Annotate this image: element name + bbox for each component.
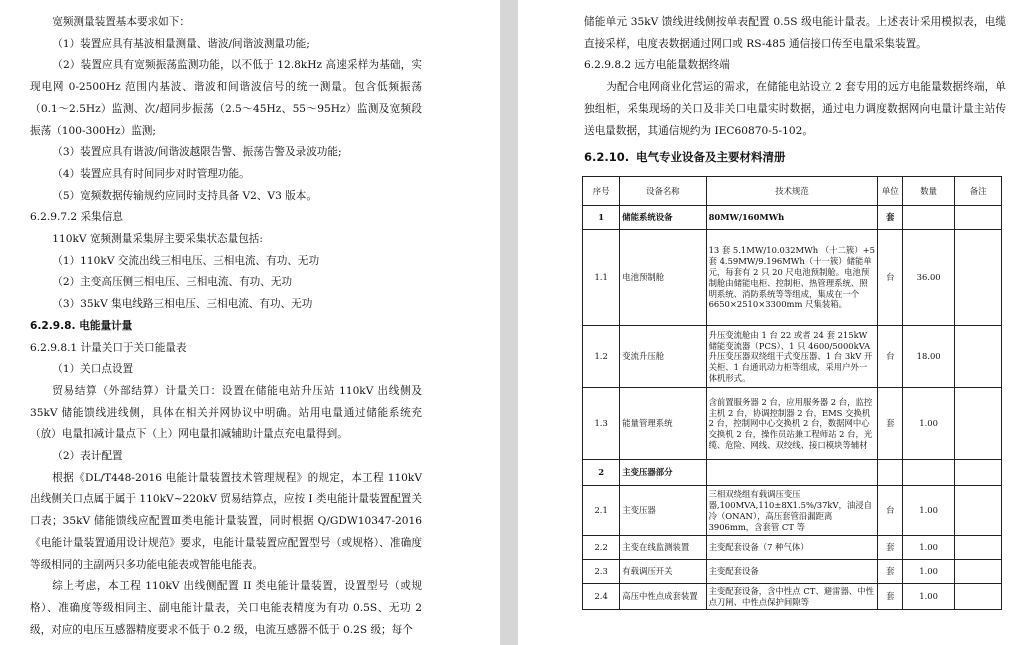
paragraph: 综上考虑，本工程 110kV 出线侧配置 II 类电能计量装置，设置型号（或规格）、准确度等级相同主、副电能计量表，关口电能表精度为有功 0.5S、无功 2 级，对应的电压互感器精度要求不低于 0.2 级，电流互感器不低于 0.2S 级；每个 [30, 580, 422, 636]
cell-name: 储能系统设备 [620, 206, 706, 230]
section-heading [584, 144, 1006, 170]
table-row [583, 486, 1002, 536]
cell-unit: 套 [878, 560, 903, 584]
table-row [583, 388, 1002, 460]
header-name: 设备名称 [620, 177, 706, 206]
cell-note [955, 536, 1002, 560]
cell-spec: 80MW/160MWh [706, 206, 878, 230]
cell-note [955, 584, 1002, 610]
paragraph: （1）110kV 交流出线三相电压、三相电流、有功、无功 [52, 254, 320, 267]
header-note: 备注 [955, 177, 1002, 206]
paragraph: 储能单元 35kV 馈线进线侧按单表配置 0.5S 级电能计量表。上述表计采用模拟表，电缆直接采样，电度表数据通过网口或 RS-485 通信接口传至电量采集装置。 [584, 16, 1006, 50]
cell-qty: 1.00 [903, 536, 955, 560]
cell-qty [903, 460, 955, 486]
cell-note [955, 326, 1002, 388]
table-row [583, 326, 1002, 388]
cell-unit [878, 460, 903, 486]
cell-spec: 三相双绕组有载调压变压器,100MVA,110±8X1.5%/37kV，油浸自冷（ONAN），高压套管沿漏距离 3906mm，含套管 CT 等 [706, 486, 878, 536]
cell-qty: 1.00 [903, 584, 955, 610]
cell-qty [903, 206, 955, 230]
cell-seq: 2 [583, 460, 620, 486]
cell-name: 主变压器 [620, 486, 706, 536]
paragraph: （1）装置应具有基波相量测量、谐波/间谐波测量功能; [52, 37, 310, 50]
table-row [583, 206, 1002, 230]
cell-qty: 1.00 [903, 388, 955, 460]
paragraph: （2）装置应具有宽频振荡监测功能，以不低于 12.8kHz 高速采样为基础，实现电网 0-2500Hz 范围内基波、谐波和间谐波信号的统一测量。包含低频振荡（0.1～2.5Hz）监测、次/超同步振荡（2.5～45Hz、55～95Hz）监测及宽频段振荡（100-300Hz）监测; [30, 59, 422, 137]
cell-note [955, 230, 1002, 326]
cell-spec: 含前置服务器 2 台，应用服务器 2 台，监控主机 2 台，协调控制器 2 台，EMS 交换机 2 台，控制网中心交换机 2 台，数据网中心交换机 2 台，操作员站兼工程师站 2 台，光缆、危险、网线、双绞线、接口模块等辅材 [706, 388, 878, 460]
equipment-table-body [583, 206, 1002, 610]
right-page-paragraphs [584, 12, 1006, 142]
header-seq: 序号 [583, 177, 620, 206]
cell-name: 主变在线监测装置 [620, 536, 706, 560]
header-qty: 数量 [903, 177, 955, 206]
cell-spec: 升压变流舱由 1 台 22 或者 24 套 215kW 储能变流器（PCS）、1 只 4600/5000kVA 升压变压器双绕组干式变压器、1 台 3kV 开关柜、1 台通讯动力柜等组成，采用户外一体机形式。 [706, 326, 878, 388]
cell-name: 高压中性点成套装置 [620, 584, 706, 610]
cell-note [955, 560, 1002, 584]
cell-unit: 套 [878, 536, 903, 560]
cell-spec [706, 460, 878, 486]
table-row [583, 560, 1002, 584]
paragraph: （3）35kV 集电线路三相电压、三相电流、有功、无功 [52, 298, 313, 311]
paragraph: 6.2.9.7.2 采集信息 [30, 211, 123, 224]
cell-name: 主变压器部分 [620, 460, 706, 486]
cell-name: 电池预制舱 [620, 230, 706, 326]
cell-seq: 2.3 [583, 560, 620, 584]
cell-unit: 套 [878, 584, 903, 610]
cell-spec: 主变配套设备，含中性点 CT、避雷器、中性点刀闸、中性点保护间隙等 [706, 584, 878, 610]
cell-seq: 1.1 [583, 230, 620, 326]
equipment-table [582, 176, 1002, 610]
paragraph: （2）主变高压侧三相电压、三相电流、有功、无功 [52, 276, 293, 289]
cell-unit: 套 [878, 388, 903, 460]
paragraph: （4）装置应具有时间同步对时管理功能。 [52, 167, 250, 180]
paragraph: （1）关口点设置 [52, 363, 134, 376]
cell-unit: 台 [878, 230, 903, 326]
header-unit: 单位 [878, 177, 903, 206]
paragraph: 根据《DL/T448-2016 电能计量装置技术管理规程》的规定，本工程 110kV 出线侧关口点属于属于 110kV~220kV 贸易结算点，应按 I 类电能计量装置配置关口表；35kV 储能馈线应配置Ⅲ类电能计量装置，同时根据 Q/GDW10347-2016《电能计量装置通用设计规范》要求，电能计量装置应配置型号（或规格）、准确度等级相同的主副两只多功能电能表或智能电能表。 [30, 471, 422, 571]
table-row [583, 536, 1002, 560]
paragraph: 宽频测量装置基本要求如下： [52, 16, 190, 28]
cell-seq: 2.4 [583, 584, 620, 610]
left-page-content [30, 12, 422, 641]
right-page-content [584, 12, 1006, 610]
paragraph: （2）表计配置 [52, 450, 123, 463]
cell-name: 能量管理系统 [620, 388, 706, 460]
cell-unit: 套 [878, 206, 903, 230]
section-title: 电气专业设备及主要材料清册 [636, 150, 786, 165]
left-page [0, 0, 500, 645]
cell-seq: 1.3 [583, 388, 620, 460]
cell-name: 有载调压开关 [620, 560, 706, 584]
paragraph: （3）装置应具有谐波/间谐波越限告警、振荡告警及录波功能; [52, 146, 342, 159]
paragraph: 贸易结算（外部结算）计量关口：设置在储能电站升压站 110kV 出线侧及 35kV 储能馈线进线侧，具体在相关并网协议中明确。站用电量通过储能系统充（放）电量扣减计量点下（上）网电量扣减辅助计量点充电量得到。 [30, 384, 422, 441]
cell-qty: 18.00 [903, 326, 955, 388]
header-spec: 技术规范 [706, 177, 878, 206]
cell-spec: 主变配套设备 [706, 560, 878, 584]
table-row [583, 584, 1002, 610]
cell-seq: 2.1 [583, 486, 620, 536]
cell-unit: 台 [878, 326, 903, 388]
cell-seq: 2.2 [583, 536, 620, 560]
paragraph: 110kV 宽频测量采集屏主要采集状态量包括: [52, 233, 263, 246]
cell-spec: 13 套 5.1MW/10.032MWh （十二簇）+5 套 4.59MW/9.196MWh（十一簇）储能单元，每套有 2 只 20 尺电池预制舱。电池预制舱由储能电柜、控制柜、热管理系统、照明系统、消防系统等等组成，集成在一个 6650×2510×3300mm 尺集装箱。 [706, 230, 878, 326]
paragraph: （5）宽频数据传输规约应同时支持具备 V2、V3 版本。 [52, 189, 317, 202]
cell-name: 变流升压舱 [620, 326, 706, 388]
table-header-row [583, 177, 1002, 206]
cell-note [955, 460, 1002, 486]
cell-seq: 1 [583, 206, 620, 230]
cell-qty: 36.00 [903, 230, 955, 326]
right-page [518, 0, 1018, 645]
section-number: 6.2.10. [584, 150, 630, 165]
cell-note [955, 206, 1002, 230]
cell-spec: 主变配套设备（7 种气体） [706, 536, 878, 560]
paragraph: 6.2.9.8. 电能量计量 [30, 319, 133, 332]
cell-qty: 1.00 [903, 560, 955, 584]
cell-note [955, 486, 1002, 536]
table-row [583, 460, 1002, 486]
cell-qty: 1.00 [903, 486, 955, 536]
paragraph: 6.2.9.8.2 远方电能量数据终端 [584, 59, 730, 72]
cell-unit: 台 [878, 486, 903, 536]
paragraph: 6.2.9.8.1 计量关口于关口能量表 [30, 341, 187, 354]
cell-note [955, 388, 1002, 460]
table-row [583, 230, 1002, 326]
paragraph: 为配合电网商业化营运的需求，在储能电站设立 2 套专用的远方电能量数据终端，单独组柜，采集现场的关口及非关口电量实时数据，通过电力调度数据网向电量计量主站传送电量数据，其通信规约为 IEC60870-5-102。 [584, 81, 1006, 137]
cell-seq: 1.2 [583, 326, 620, 388]
